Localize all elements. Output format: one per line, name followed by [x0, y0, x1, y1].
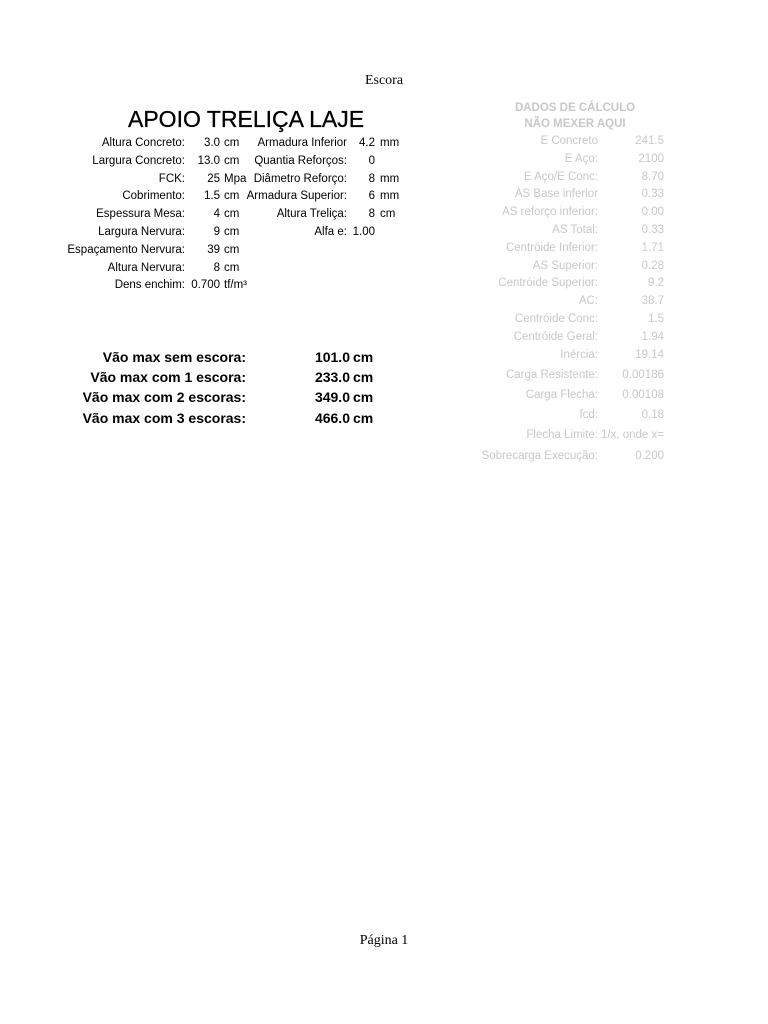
calc-value: 0.33 — [641, 188, 664, 201]
param-label: Quantia Reforços: — [254, 154, 347, 167]
param-unit: tf/m³ — [224, 279, 247, 292]
calc-heading — [470, 100, 680, 132]
param-value: 8 — [213, 261, 220, 274]
param-label: Altura Nervura: — [107, 261, 185, 274]
param-unit: mm — [380, 172, 400, 185]
calc-row — [470, 369, 680, 389]
calc-value: 1/x, onde x= — [601, 429, 664, 442]
param-row — [240, 224, 410, 242]
calc-heading-line1: DADOS DE CÁLCULO — [514, 102, 636, 114]
calc-label: AC: — [578, 295, 598, 308]
param-label: Alfa e: — [314, 225, 347, 238]
result-label: Vão max com 3 escoras: — [82, 409, 246, 426]
calc-row — [470, 188, 680, 206]
calc-value: 241.5 — [635, 135, 664, 147]
page-title: APOIO TRELIÇA LAJE — [128, 106, 365, 132]
param-value: 6 — [368, 190, 375, 203]
param-unit: cm — [224, 261, 240, 274]
param-label: Largura Concreto: — [92, 154, 185, 167]
param-row — [0, 188, 260, 206]
calc-row — [470, 153, 680, 171]
param-row — [0, 206, 260, 224]
param-label: Espessura Mesa: — [96, 208, 185, 221]
result-value: 349.0 — [314, 389, 350, 406]
calc-value: 0.200 — [635, 449, 664, 462]
param-value: 13.0 — [197, 154, 220, 167]
calc-value: 1.5 — [648, 312, 664, 325]
param-value: 3.0 — [204, 137, 220, 149]
param-label: Espaçamento Nervura: — [67, 243, 185, 256]
parameters-reinforcement — [240, 135, 410, 242]
param-value: 1.5 — [204, 190, 220, 203]
param-row — [0, 277, 260, 295]
calc-value: 8.70 — [641, 170, 664, 183]
param-row — [240, 171, 410, 189]
result-label: Vão max com 1 escora: — [90, 369, 246, 386]
param-unit: cm — [224, 137, 240, 149]
param-value: 0.700 — [191, 279, 220, 292]
calc-rows — [470, 135, 680, 470]
param-row — [0, 224, 260, 242]
param-row — [0, 171, 260, 189]
calc-value: 38.7 — [641, 295, 664, 308]
param-unit: mm — [380, 137, 400, 149]
calc-label: AS Base inferior — [514, 188, 598, 201]
calc-label: Centróide Superior: — [498, 277, 598, 290]
calc-label: Flecha Limite: — [526, 429, 598, 442]
calc-label: Carga Flecha: — [525, 388, 598, 401]
calc-row — [470, 389, 680, 409]
param-label: Altura Treliça: — [276, 208, 347, 221]
result-label: Vão max com 2 escoras: — [82, 389, 246, 406]
calc-label: Centróide Conc: — [514, 312, 598, 325]
result-value: 466.0 — [314, 409, 350, 426]
result-unit: cm — [353, 389, 374, 406]
result-row — [0, 389, 420, 409]
calc-label: E Concreto — [540, 135, 598, 147]
param-value: 4.2 — [359, 137, 375, 149]
calc-row — [470, 313, 680, 331]
calc-value: 19.14 — [635, 348, 664, 361]
param-unit: cm — [224, 154, 240, 167]
page-footer: Página 1 — [359, 933, 409, 948]
param-value: 8 — [368, 208, 375, 221]
calc-value: 1.71 — [641, 241, 664, 254]
param-value: 0 — [368, 154, 375, 167]
param-label: Dens enchim: — [114, 279, 185, 292]
calc-row — [470, 135, 680, 153]
param-row — [240, 206, 410, 224]
param-unit: cm — [224, 190, 240, 203]
calc-label: AS Total: — [552, 223, 598, 236]
results-block — [0, 349, 420, 430]
parameters-left — [0, 135, 260, 295]
result-row — [0, 410, 420, 430]
calc-row — [470, 349, 680, 369]
result-row — [0, 369, 420, 389]
param-unit: cm — [224, 208, 240, 221]
calc-row — [470, 450, 680, 470]
calc-label: AS Superior: — [532, 259, 598, 272]
param-unit: Mpa — [224, 172, 247, 185]
calc-row — [470, 295, 680, 313]
param-row — [240, 135, 410, 153]
calc-label: Inércia: — [560, 348, 598, 361]
param-unit: cm — [380, 208, 396, 221]
calc-heading-line2: NÃO MEXER AQUI — [524, 118, 626, 130]
calc-value: 0.00186 — [622, 368, 664, 381]
calc-value: 0.28 — [641, 259, 664, 272]
param-label: Altura Concreto: — [101, 137, 185, 149]
calc-row — [470, 171, 680, 189]
calc-row — [470, 429, 680, 449]
calc-row — [470, 224, 680, 242]
calc-row — [470, 277, 680, 295]
calc-label: E Aço: — [564, 152, 598, 165]
calc-value: 0.00108 — [622, 388, 664, 401]
param-row — [0, 242, 260, 260]
param-row — [0, 153, 260, 171]
param-unit: cm — [224, 243, 240, 256]
calc-value: 2100 — [638, 152, 664, 165]
param-value: 8 — [368, 172, 375, 185]
param-label: Cobrimento: — [122, 190, 185, 203]
calc-value: 1.94 — [641, 330, 664, 343]
result-value: 233.0 — [314, 369, 350, 386]
param-label: Largura Nervura: — [98, 225, 185, 238]
param-label: Diâmetro Reforço: — [253, 172, 347, 185]
param-label: FCK: — [158, 172, 185, 185]
calc-row — [470, 331, 680, 349]
calculation-data-panel — [470, 100, 680, 462]
param-value: 9 — [213, 225, 220, 238]
result-unit: cm — [353, 349, 374, 365]
calc-label: AS reforço inferior: — [502, 206, 598, 219]
result-unit: cm — [353, 369, 374, 386]
calc-label: fcd: — [579, 409, 598, 422]
calc-row — [470, 260, 680, 278]
calc-label: Carga Resistente: — [505, 368, 598, 381]
calc-value: 9.2 — [648, 277, 664, 290]
result-label: Vão max sem escora: — [102, 349, 246, 365]
param-value: 39 — [207, 243, 220, 256]
param-value: 4 — [213, 208, 220, 221]
result-value: 101.0 — [314, 349, 350, 365]
calc-label: Centróide Geral: — [513, 330, 598, 343]
calc-row — [470, 409, 680, 429]
calc-value: 0.00 — [641, 206, 664, 219]
calc-row — [470, 242, 680, 260]
param-label: Armadura Inferior — [257, 137, 347, 149]
param-unit: mm — [380, 190, 400, 203]
param-value: 1.00 — [352, 225, 375, 238]
calc-value: 0.33 — [641, 223, 664, 236]
result-row — [0, 349, 420, 369]
param-row — [240, 188, 410, 206]
param-row — [0, 260, 260, 278]
calc-value: 0.18 — [641, 409, 664, 422]
param-value: 25 — [207, 172, 220, 185]
calc-label: Sobrecarga Execução: — [481, 449, 598, 462]
page-header: Escora — [364, 73, 404, 88]
param-row — [0, 135, 260, 153]
param-row — [240, 153, 410, 171]
result-unit: cm — [353, 409, 374, 426]
param-label: Armadura Superior: — [246, 190, 347, 203]
calc-row — [470, 206, 680, 224]
calc-label: E Aço/E Conc: — [523, 170, 598, 183]
calc-label: Centróide Inferior: — [505, 241, 598, 254]
param-unit: cm — [224, 225, 240, 238]
